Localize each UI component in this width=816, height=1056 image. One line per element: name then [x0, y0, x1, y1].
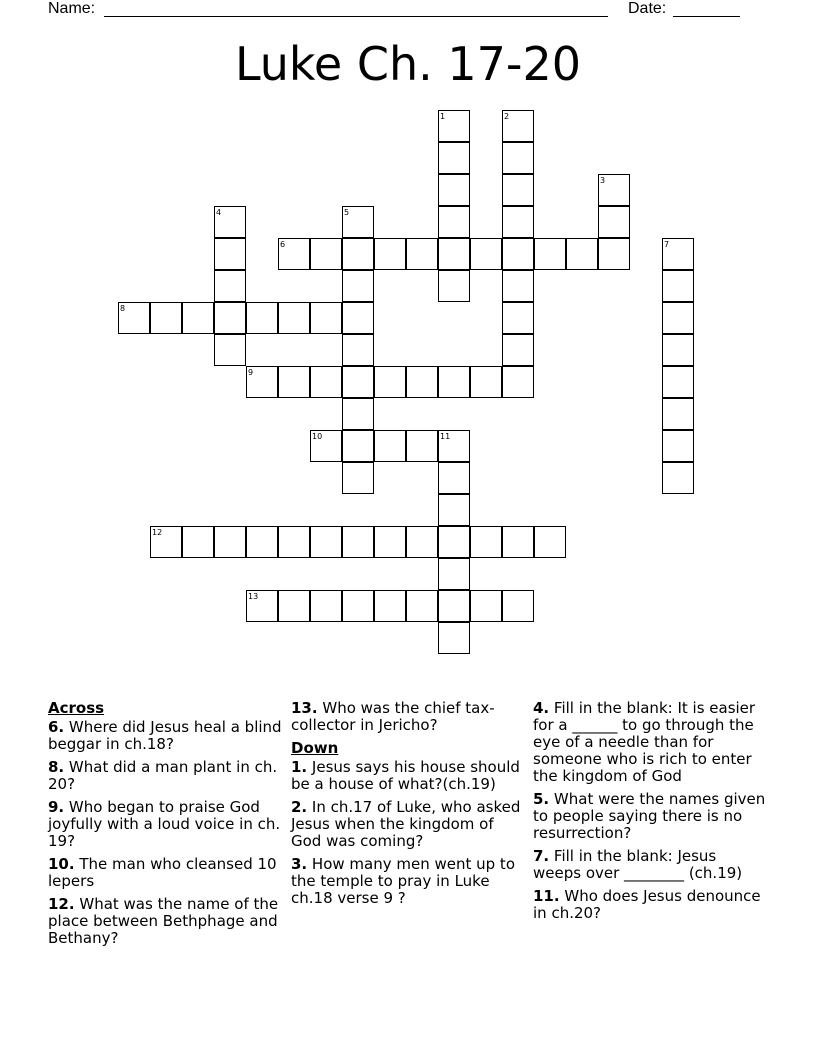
grid-cell[interactable] — [406, 526, 438, 558]
grid-cell[interactable] — [182, 302, 214, 334]
clue-down-2: 2. In ch.17 of Luke, who asked Jesus when the kingdom of God was coming? — [291, 798, 521, 850]
grid-cell[interactable] — [214, 526, 246, 558]
clue-across-6: 6. Where did Jesus heal a blind beggar in ch.18? — [48, 718, 282, 753]
grid-cell[interactable] — [246, 366, 278, 398]
grid-cell[interactable] — [662, 334, 694, 366]
grid-cell[interactable] — [246, 590, 278, 622]
clue-down-1: 1. Jesus says his house should be a house of what?(ch.19) — [291, 758, 520, 793]
grid-cell[interactable] — [374, 366, 406, 398]
grid-cell[interactable] — [374, 590, 406, 622]
grid-cell[interactable] — [342, 526, 374, 558]
grid-cell[interactable] — [374, 430, 406, 462]
cell-number: 13 — [248, 592, 259, 601]
grid-cell[interactable] — [502, 302, 534, 334]
grid-cell[interactable] — [342, 366, 374, 398]
name-label: Name: — [48, 0, 96, 17]
grid-cell[interactable] — [438, 206, 470, 238]
grid-cell[interactable] — [342, 206, 374, 238]
grid-cell[interactable] — [342, 334, 374, 366]
grid-cell[interactable] — [470, 366, 502, 398]
clues-column-3 — [533, 700, 769, 928]
grid-cell[interactable] — [310, 366, 342, 398]
grid-cell[interactable] — [502, 238, 534, 270]
grid-cell[interactable] — [278, 366, 310, 398]
cell-number: 12 — [152, 528, 163, 537]
cell-number: 8 — [120, 304, 126, 313]
cell-number: 9 — [248, 368, 254, 377]
grid-cell[interactable] — [438, 174, 470, 206]
grid-cell[interactable] — [182, 526, 214, 558]
grid-cell[interactable] — [662, 302, 694, 334]
grid-cell[interactable] — [118, 302, 150, 334]
grid-cell[interactable] — [278, 590, 310, 622]
clue-across-9: 9. Who began to praise God joyfully with a loud voice in ch. 19? — [48, 798, 281, 850]
grid-cell[interactable] — [406, 238, 438, 270]
across-heading: Across — [48, 699, 105, 717]
grid-cell[interactable] — [438, 110, 470, 142]
clue-across-12: 12. What was the name of the place between Bethphage and Bethany? — [48, 895, 279, 947]
grid-cell[interactable] — [662, 398, 694, 430]
grid-cell[interactable] — [662, 270, 694, 302]
grid-cell[interactable] — [342, 302, 374, 334]
grid-cell[interactable] — [342, 590, 374, 622]
grid-cell[interactable] — [246, 526, 278, 558]
grid-cell[interactable] — [406, 366, 438, 398]
grid-cell[interactable] — [214, 238, 246, 270]
grid-cell[interactable] — [438, 558, 470, 590]
clue-down-11: 11. Who does Jesus denounce in ch.20? — [533, 887, 761, 922]
grid-cell[interactable] — [438, 238, 470, 270]
grid-cell[interactable] — [598, 174, 630, 206]
clue-down-4: 4. Fill in the blank: It is easier for a ______ to go through the eye of a needle than for someone who is rich to enter the kingdom of God — [533, 699, 756, 785]
grid-cell[interactable] — [342, 462, 374, 494]
grid-cell[interactable] — [598, 238, 630, 270]
grid-cell[interactable] — [502, 270, 534, 302]
grid-cell[interactable] — [534, 526, 566, 558]
grid-cell[interactable] — [246, 302, 278, 334]
grid-cell[interactable] — [374, 526, 406, 558]
grid-cell[interactable] — [278, 238, 310, 270]
grid-cell[interactable] — [342, 398, 374, 430]
grid-cell[interactable] — [438, 142, 470, 174]
grid-cell[interactable] — [662, 462, 694, 494]
grid-cell[interactable] — [214, 334, 246, 366]
grid-cell[interactable] — [438, 462, 470, 494]
grid-cell[interactable] — [438, 270, 470, 302]
clue-down-5: 5. What were the names given to people saying there is no resurrection? — [533, 790, 766, 842]
grid-cell[interactable] — [502, 366, 534, 398]
grid-cell[interactable] — [598, 206, 630, 238]
grid-cell[interactable] — [662, 366, 694, 398]
clue-across-8: 8. What did a man plant in ch. 20? — [48, 758, 278, 793]
grid-cell[interactable] — [438, 430, 470, 462]
grid-cell[interactable] — [150, 302, 182, 334]
grid-cell[interactable] — [470, 526, 502, 558]
cell-number: 7 — [664, 240, 670, 249]
grid-cell[interactable] — [502, 334, 534, 366]
grid-cell[interactable] — [214, 206, 246, 238]
grid-cell[interactable] — [438, 494, 470, 526]
cell-number: 1 — [440, 112, 446, 121]
page-title: Luke Ch. 17-20 — [234, 37, 582, 91]
cell-number: 3 — [600, 176, 606, 185]
grid-cell[interactable] — [406, 430, 438, 462]
grid-cell[interactable] — [502, 110, 534, 142]
grid-cell[interactable] — [278, 302, 310, 334]
date-label: Date: — [628, 0, 667, 17]
grid-cell[interactable] — [214, 302, 246, 334]
grid-cell[interactable] — [566, 238, 598, 270]
grid-cell[interactable] — [310, 430, 342, 462]
clues-column-1 — [48, 700, 282, 953]
grid-cell[interactable] — [342, 238, 374, 270]
grid-cell[interactable] — [438, 366, 470, 398]
cell-number: 2 — [504, 112, 510, 121]
cell-number: 5 — [344, 208, 350, 217]
grid-cell[interactable] — [310, 238, 342, 270]
grid-cell[interactable] — [502, 590, 534, 622]
grid-cell[interactable] — [342, 430, 374, 462]
grid-cell[interactable] — [502, 174, 534, 206]
grid-cell[interactable] — [470, 238, 502, 270]
grid-cell[interactable] — [662, 238, 694, 270]
grid-cell[interactable] — [438, 622, 470, 654]
clues-column-2 — [291, 700, 523, 913]
cell-number: 4 — [216, 208, 222, 217]
grid-cell[interactable] — [438, 590, 470, 622]
grid-cell[interactable] — [502, 206, 534, 238]
cell-number: 10 — [312, 432, 323, 441]
clue-down-3: 3. How many men went up to the temple to pray in Luke ch.18 verse 9 ? — [291, 855, 515, 907]
grid-cell[interactable] — [502, 142, 534, 174]
grid-cell[interactable] — [374, 238, 406, 270]
grid-cell[interactable] — [310, 302, 342, 334]
grid-cell[interactable] — [438, 526, 470, 558]
down-heading: Down — [291, 739, 339, 757]
clue-across-10: 10. The man who cleansed 10 lepers — [48, 855, 277, 890]
grid-cell[interactable] — [534, 238, 566, 270]
cell-number: 11 — [440, 432, 451, 441]
grid-cell[interactable] — [470, 590, 502, 622]
grid-cell[interactable] — [310, 590, 342, 622]
grid-cell[interactable] — [406, 590, 438, 622]
clue-across-13: 13. Who was the chief tax-collector in Jericho? — [291, 699, 495, 734]
grid-cell[interactable] — [342, 270, 374, 302]
grid-cell[interactable] — [662, 430, 694, 462]
grid-cell[interactable] — [310, 526, 342, 558]
grid-cell[interactable] — [278, 526, 310, 558]
clue-down-7: 7. Fill in the blank: Jesus weeps over ________ (ch.19) — [533, 847, 743, 882]
grid-cell[interactable] — [214, 270, 246, 302]
grid-cell[interactable] — [502, 526, 534, 558]
grid-cell[interactable] — [150, 526, 182, 558]
cell-number: 6 — [280, 240, 286, 249]
